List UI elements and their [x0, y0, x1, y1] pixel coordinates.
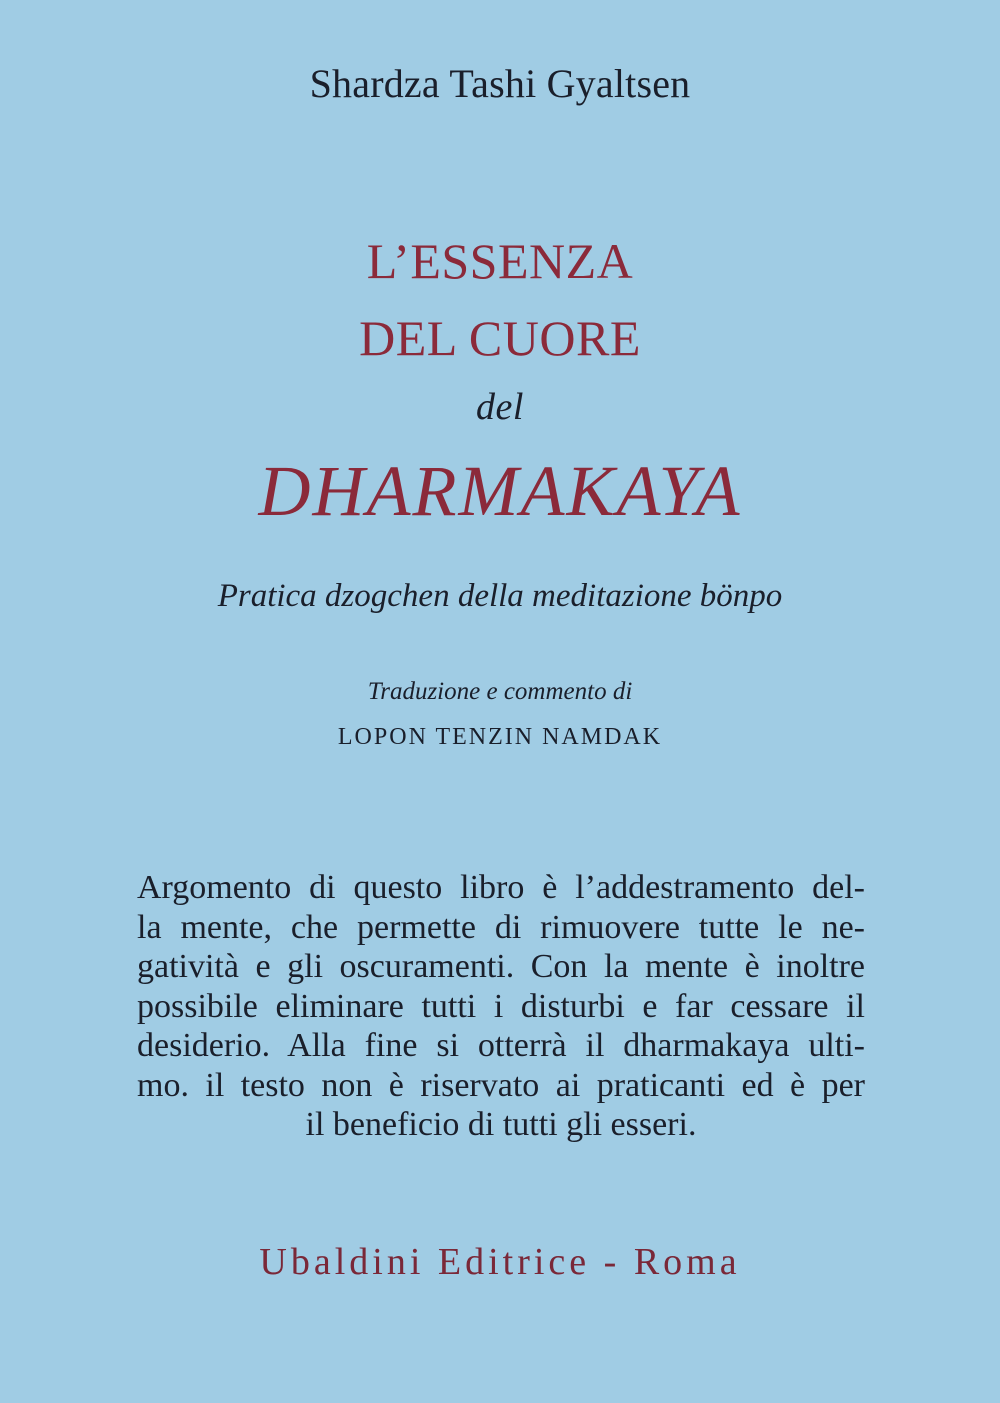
- blurb-line: gatività e gli oscuramenti. Con la mente è inoltre: [137, 948, 865, 985]
- blurb-paragraph: [137, 868, 865, 1145]
- title-line-2: DEL CUORE: [359, 310, 641, 366]
- blurb-line: la mente, che permette di rimuovere tutte le ne-: [137, 908, 865, 946]
- blurb-line: mo. il testo non è riservato ai praticanti ed è per: [137, 1066, 865, 1104]
- title-line-4: DHARMAKAYA: [258, 451, 742, 531]
- blurb-line: possibile eliminare tutti i disturbi e far cessare il: [137, 987, 865, 1025]
- author-name: Shardza Tashi Gyaltsen: [309, 61, 691, 106]
- title-line-3: del: [476, 386, 524, 428]
- book-subtitle: Pratica dzogchen della meditazione bönpo: [217, 578, 783, 614]
- blurb-line: il beneficio di tutti gli esseri.: [305, 1106, 697, 1143]
- translator-name: LOPON TENZIN NAMDAK: [337, 724, 663, 750]
- blurb-line: desiderio. Alla fine si otterrà il dharmakaya ulti-: [137, 1027, 865, 1064]
- blurb-line: Argomento di questo libro è l’addestramento del-: [137, 869, 865, 906]
- translation-credit-label: Traduzione e commento di: [367, 678, 633, 705]
- publisher-imprint: Ubaldini Editrice - Roma: [259, 1241, 741, 1283]
- title-line-1: L’ESSENZA: [366, 233, 634, 289]
